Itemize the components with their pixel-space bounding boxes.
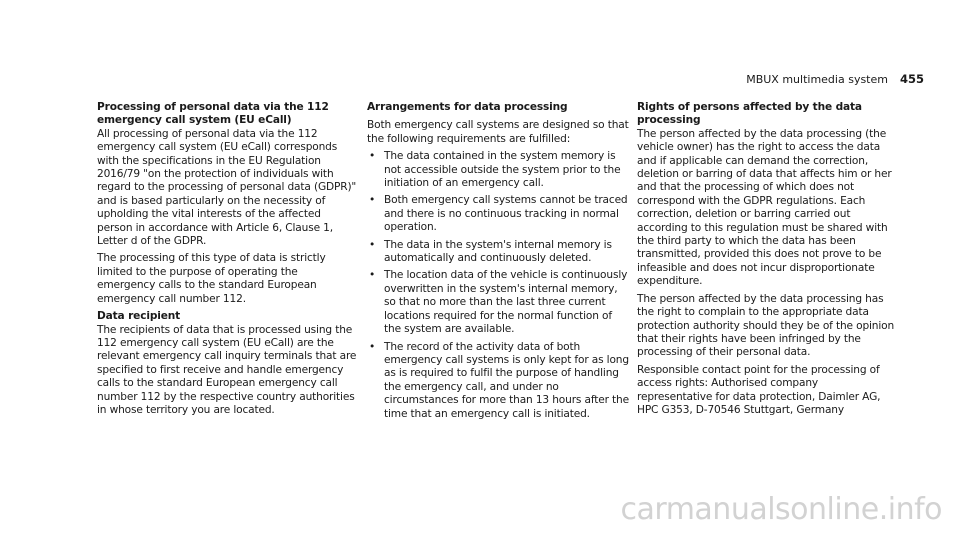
list-item [367, 269, 629, 336]
bullet-icon: • [369, 150, 376, 163]
page-number: 455 [899, 72, 924, 86]
contact-paragraph: Responsible contact point for the processing of access rights: Authorised company representative for data protection, Daimler AG, HPC G353, D-70546 Stuttgart, Germany [637, 363, 881, 416]
list-item-text: The data in the system's internal memory is automatically and continuously deleted. [384, 238, 612, 265]
data-recipient-heading: Data recipient [97, 310, 181, 323]
ecall-processing-heading: Processing of personal data via the 112 emergency call system (EU eCall) [97, 101, 329, 127]
list-item-text: The data contained in the system memory is not accessible outside the system prior to the initiation of an emergency call. [384, 150, 621, 190]
list-item-text: The record of the activity data of both emergency call systems is only kept for as long as is required to fulfil the purpose of handling the emergency call, and under no circumstances for more than 13 hours after the time that an emergency call is initiated. [384, 340, 629, 420]
list-item [367, 341, 629, 421]
watermark: carmanualsonline.info [620, 492, 942, 527]
bullet-icon: • [369, 269, 376, 282]
list-item [367, 194, 629, 234]
requirements-list [367, 150, 629, 421]
bullet-icon: • [369, 340, 376, 353]
page-header [746, 72, 924, 86]
complaint-paragraph: The person affected by the data processing has the right to complain to the appropriate data protection authority should they be of the opinion that their rights have been infringed by the processing of their personal data. [637, 292, 895, 359]
column-2 [367, 101, 629, 425]
data-recipient-paragraph: The recipients of data that is processed using the 112 emergency call system (EU eCall) are the relevant emergency call inquiry terminals that are specified to first receive and handle emergency calls to the standard European emergency call number 112 by the respective country authorities in whose territory you are located. [97, 323, 357, 416]
column-1 [97, 101, 359, 421]
rights-paragraph: The person affected by the data processing (the vehicle owner) has the right to access the data and if applicable can demand the correction, deletion or barring of data that affects him or her and that the processing of which does not correspond with the GDPR regulations. Each correction, deletion or barring carried out according to this regulation must be shared with the third party to which the data has been transmitted, provided this does not prove to be infeasible and does not incur disproportionate expenditure. [637, 127, 892, 288]
arrangements-heading: Arrangements for data processing [367, 101, 568, 113]
section-title: MBUX multimedia system [746, 73, 888, 86]
bullet-icon: • [369, 194, 376, 207]
rights-heading: Rights of persons affected by the data processing [637, 101, 862, 127]
ecall-processing-paragraph: All processing of personal data via the 112 emergency call system (EU eCall) corresponds with the specifications in the EU Regulation 2016/79 "on the protection of individuals with regard to the processing of personal data (GDPR)" and is based particularly on the necessity of upholding the vital interests of the affected person in accordance with Article 6, Clause 1, Letter d of the GDPR. [97, 127, 357, 248]
arrangements-intro: Both emergency call systems are designed so that the following requirements are fulfilled: [367, 119, 629, 145]
list-item [367, 150, 629, 190]
column-3 [637, 101, 895, 421]
bullet-icon: • [369, 238, 376, 251]
ecall-purpose-paragraph: The processing of this type of data is strictly limited to the purpose of operating the emergency calls to the standard European emergency call number 112. [97, 252, 326, 305]
list-item-text: The location data of the vehicle is continuously overwritten in the system's internal memory, so that no more than the last three current locations required for the normal function of the system are available. [384, 269, 628, 336]
list-item-text: Both emergency call systems cannot be traced and there is no continuous tracking in normal operation. [384, 194, 628, 234]
list-item [367, 239, 629, 266]
